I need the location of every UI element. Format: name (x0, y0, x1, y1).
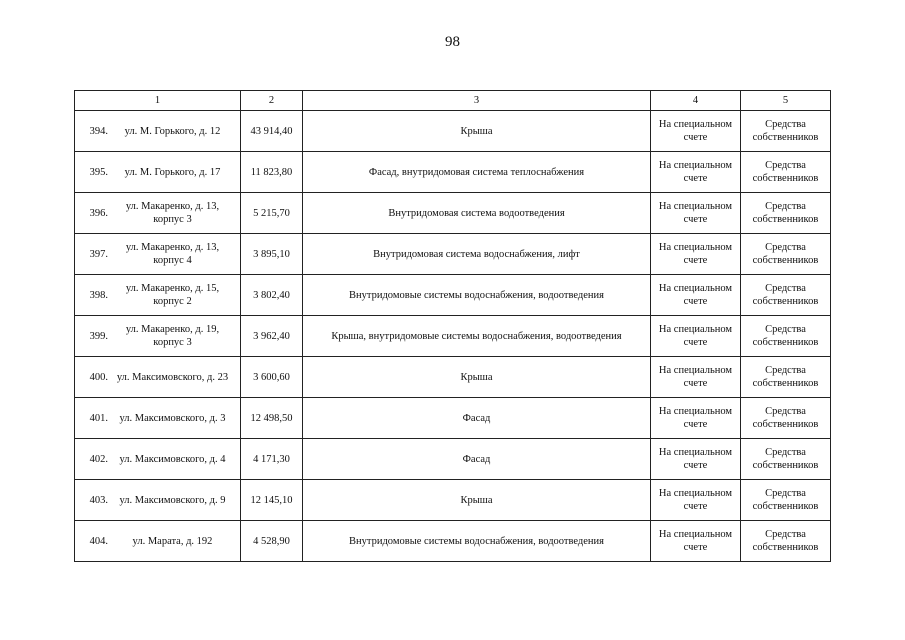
row-cost: 5 215,70 (241, 193, 303, 234)
address-cell (75, 234, 241, 275)
row-account: На специальном счете (651, 152, 741, 193)
row-number: 398. (89, 289, 108, 301)
row-funding: Средства собственников (741, 234, 831, 275)
row-cost: 12 498,50 (241, 398, 303, 439)
row-work-type: Крыша (303, 357, 651, 398)
row-number: 403. (89, 494, 108, 506)
table-row (75, 439, 831, 480)
row-cost: 3 895,10 (241, 234, 303, 275)
table-row (75, 111, 831, 152)
row-funding: Средства собственников (741, 111, 831, 152)
row-account: На специальном счете (651, 316, 741, 357)
table-row (75, 152, 831, 193)
row-funding: Средства собственников (741, 316, 831, 357)
row-account: На специальном счете (651, 111, 741, 152)
row-work-type: Крыша (303, 111, 651, 152)
row-account: На специальном счете (651, 439, 741, 480)
row-funding: Средства собственников (741, 521, 831, 562)
row-address: ул. Максимовского, д. 3 (119, 412, 226, 424)
row-number: 404. (89, 535, 108, 547)
row-account: На специальном счете (651, 398, 741, 439)
row-number: 399. (89, 330, 108, 342)
row-address: ул. Максимовского, д. 4 (119, 453, 226, 465)
page-number: 98 (445, 34, 460, 50)
row-cost: 4 528,90 (241, 521, 303, 562)
row-address: ул. Макаренко, д. 19, корпус 3 (125, 324, 220, 348)
row-address: ул. Макаренко, д. 13, корпус 3 (125, 201, 220, 225)
row-number: 395. (89, 166, 108, 178)
table-row (75, 234, 831, 275)
address-cell (75, 521, 241, 562)
table-row (75, 193, 831, 234)
row-funding: Средства собственников (741, 357, 831, 398)
row-number: 400. (89, 371, 108, 383)
address-cell (75, 111, 241, 152)
address-cell (75, 316, 241, 357)
table-header-row (75, 91, 831, 111)
row-account: На специальном счете (651, 193, 741, 234)
row-number: 397. (89, 248, 108, 260)
table-row (75, 275, 831, 316)
row-address: ул. Максимовского, д. 23 (116, 371, 229, 383)
row-work-type: Фасад (303, 398, 651, 439)
row-cost: 3 962,40 (241, 316, 303, 357)
row-cost: 12 145,10 (241, 480, 303, 521)
row-cost: 3 802,40 (241, 275, 303, 316)
row-cost: 11 823,80 (241, 152, 303, 193)
table-row (75, 357, 831, 398)
row-work-type: Крыша, внутридомовые системы водоснабжения, водоотведения (303, 316, 651, 357)
address-cell (75, 152, 241, 193)
repair-registry-table (74, 90, 831, 562)
row-number: 396. (89, 207, 108, 219)
column-header: 2 (241, 91, 303, 111)
address-cell (75, 275, 241, 316)
row-work-type: Внутридомовые системы водоснабжения, водоотведения (303, 521, 651, 562)
row-address: ул. Макаренко, д. 13, корпус 4 (125, 242, 220, 266)
row-funding: Средства собственников (741, 275, 831, 316)
address-cell (75, 439, 241, 480)
row-funding: Средства собственников (741, 152, 831, 193)
address-cell (75, 357, 241, 398)
address-cell (75, 480, 241, 521)
row-number: 401. (89, 412, 108, 424)
address-cell (75, 193, 241, 234)
table-row (75, 521, 831, 562)
table-row (75, 316, 831, 357)
row-account: На специальном счете (651, 521, 741, 562)
row-address: ул. М. Горького, д. 12 (124, 125, 221, 137)
row-work-type: Фасад (303, 439, 651, 480)
row-funding: Средства собственников (741, 193, 831, 234)
row-work-type: Фасад, внутридомовая система теплоснабжения (303, 152, 651, 193)
row-work-type: Внутридомовая система водоотведения (303, 193, 651, 234)
column-header: 1 (75, 91, 241, 111)
row-account: На специальном счете (651, 357, 741, 398)
row-work-type: Внутридомовая система водоснабжения, лифт (303, 234, 651, 275)
row-cost: 3 600,60 (241, 357, 303, 398)
column-header: 3 (303, 91, 651, 111)
row-cost: 43 914,40 (241, 111, 303, 152)
row-address: ул. Макаренко, д. 15, корпус 2 (125, 283, 220, 307)
row-work-type: Внутридомовые системы водоснабжения, водоотведения (303, 275, 651, 316)
row-address: ул. Максимовского, д. 9 (119, 494, 226, 506)
row-address: ул. М. Горького, д. 17 (124, 166, 221, 178)
table-row (75, 480, 831, 521)
row-account: На специальном счете (651, 275, 741, 316)
row-cost: 4 171,30 (241, 439, 303, 480)
row-funding: Средства собственников (741, 398, 831, 439)
row-funding: Средства собственников (741, 439, 831, 480)
table-row (75, 398, 831, 439)
row-account: На специальном счете (651, 480, 741, 521)
column-header: 4 (651, 91, 741, 111)
row-account: На специальном счете (651, 234, 741, 275)
row-number: 394. (89, 125, 108, 137)
row-work-type: Крыша (303, 480, 651, 521)
column-header: 5 (741, 91, 831, 111)
address-cell (75, 398, 241, 439)
table-body (75, 91, 831, 562)
row-address: ул. Марата, д. 192 (132, 535, 213, 547)
row-funding: Средства собственников (741, 480, 831, 521)
row-number: 402. (89, 453, 108, 465)
